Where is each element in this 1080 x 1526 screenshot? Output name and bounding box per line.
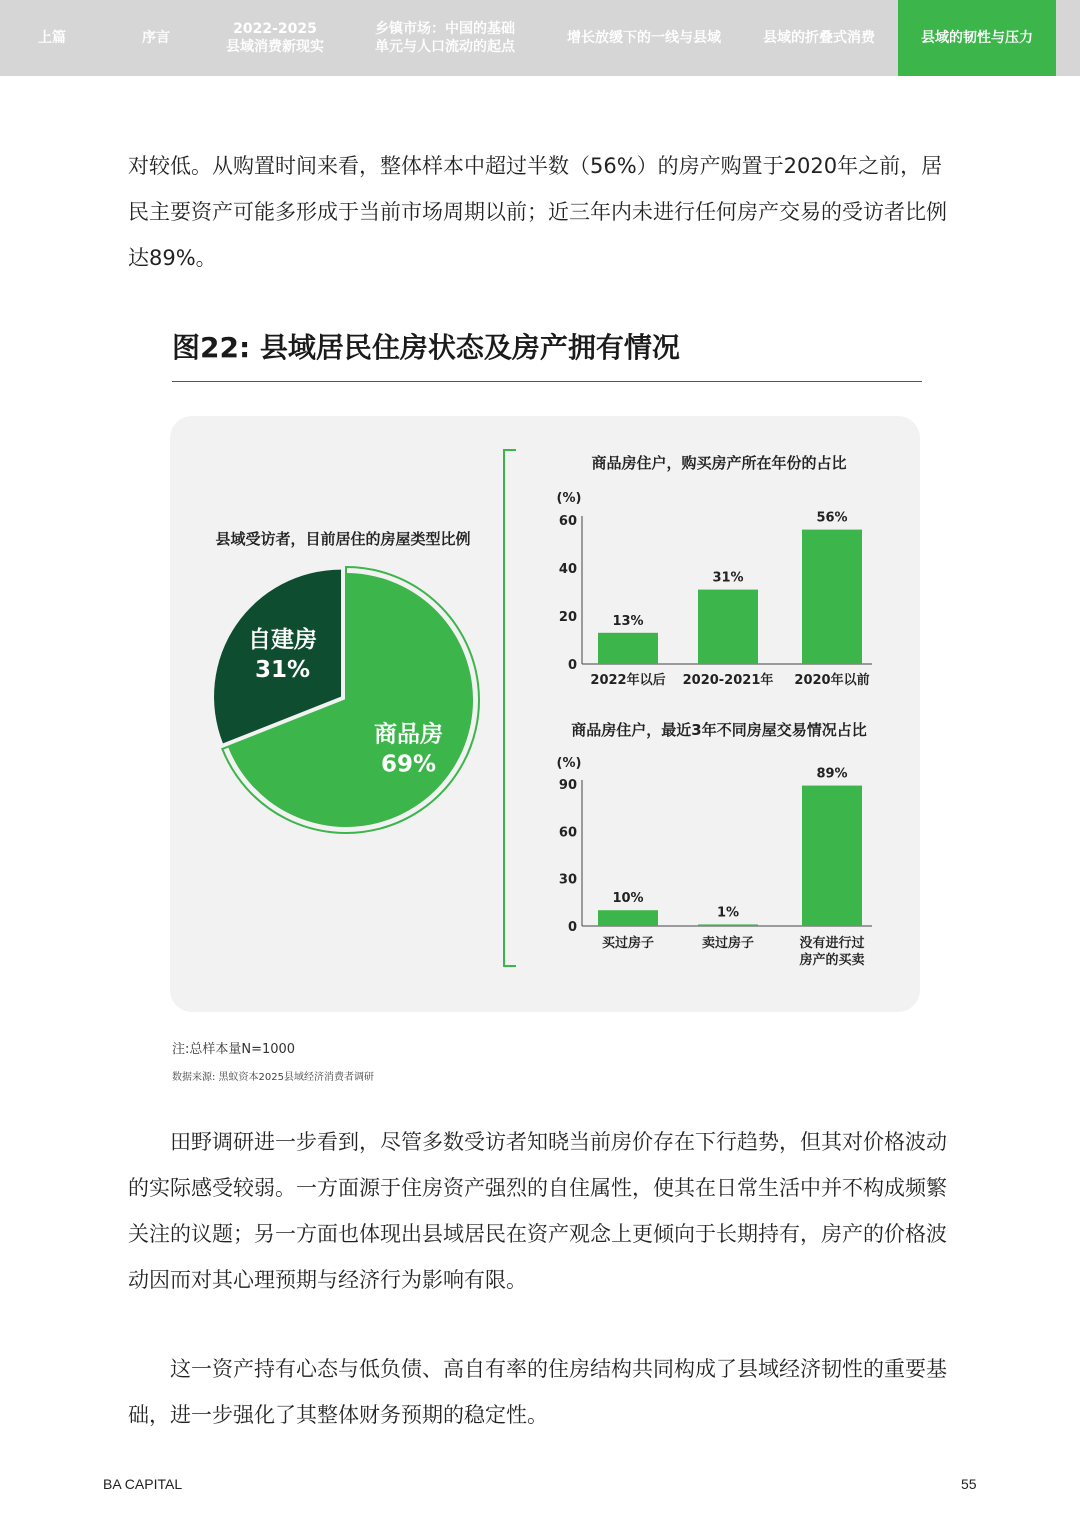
pie-chart-title: 县域受访者，目前居住的房屋类型比例 — [215, 530, 471, 548]
bar-chart-transactions-data-label: 89% — [816, 766, 848, 782]
bar-chart-purchase-year-bar — [698, 590, 758, 664]
bar-chart-transactions-x-tick-label: 卖过房子 — [701, 936, 755, 951]
pie-slice-value-label: 31% — [254, 656, 311, 683]
bar-chart-purchase-year-x-tick-label: 2022年以后 — [590, 673, 666, 688]
bar-chart-transactions-x-tick-label: 没有进行过 — [799, 936, 865, 951]
bar-chart-purchase-year-bar — [802, 530, 862, 664]
body-paragraph: 对较低。从购置时间来看，整体样本中超过半数（56%）的房产购置于2020年之前，居民主要资产可能多形成于当前市场周期以前；近三年内未进行任何房产交易的受访者比例达89%。 — [128, 154, 947, 270]
nav-tab-label: 增长放缓下的一线与县域 — [567, 30, 721, 46]
bar-chart-purchase-year-x-tick-label: 2020年以前 — [794, 673, 870, 688]
bar-chart-purchase-year-data-label: 31% — [712, 570, 744, 586]
pie-slice-label: 商品房 — [374, 721, 444, 748]
nav-tab-label: 乡镇市场：中国的基础 单元与人口流动的起点 — [375, 21, 515, 55]
bar-chart-purchase-year-y-tick-label: 40 — [558, 562, 577, 577]
bar-chart-transactions-x-tick-label: 买过房子 — [601, 936, 655, 951]
bar-chart-purchase-year-bar — [598, 633, 658, 664]
bracket-line — [504, 450, 516, 966]
footer-brand: BA CAPITAL — [103, 1476, 183, 1492]
bar-chart-purchase-year-data-label: 13% — [612, 613, 644, 629]
bar-chart-purchase-year-unit-label: (%) — [556, 491, 582, 506]
pie-slice-label: 自建房 — [248, 626, 318, 653]
bar-chart-transactions-x-tick-label: 房产的买卖 — [799, 953, 865, 968]
nav-tab-label: 县域的韧性与压力 — [921, 30, 1033, 46]
bar-chart-purchase-year-y-tick-label: 0 — [567, 658, 577, 673]
nav-tab-label: 序言 — [142, 30, 170, 46]
pie-slice-value-label: 69% — [380, 751, 437, 778]
bar-chart-transactions-data-label: 10% — [612, 891, 644, 907]
bar-chart-transactions-y-tick-label: 0 — [567, 920, 577, 935]
figure-note: 注:总样本量N=1000 — [172, 1042, 296, 1057]
bar-chart-purchase-year-title: 商品房住户，购买房产所在年份的占比 — [591, 454, 847, 472]
bar-chart-purchase-year-y-tick-label: 60 — [558, 514, 577, 529]
bar-chart-purchase-year-x-tick-label: 2020-2021年 — [682, 673, 774, 688]
bar-chart-transactions-data-label: 1% — [716, 905, 740, 921]
figure-source: 数据来源: 黑蚁资本2025县域经济消费者调研 — [172, 1072, 374, 1083]
nav-tab-label: 2022-2025 县域消费新现实 — [226, 21, 324, 55]
body-paragraph: 这一资产持有心态与低负债、高自有率的住房结构共同构成了县域经济韧性的重要基础，进一步强化了其整体财务预期的稳定性。 — [128, 1357, 947, 1427]
page-number: 55 — [961, 1476, 977, 1492]
nav-tab-label: 县域的折叠式消费 — [763, 30, 875, 46]
bar-chart-purchase-year-data-label: 56% — [816, 510, 848, 526]
bar-chart-transactions-title: 商品房住户，最近3年不同房屋交易情况占比 — [571, 721, 867, 739]
bar-chart-transactions-bar — [698, 924, 758, 926]
bar-chart-purchase-year-y-tick-label: 20 — [558, 610, 577, 625]
bar-chart-transactions-y-tick-label: 90 — [558, 778, 577, 793]
bar-chart-transactions-unit-label: (%) — [556, 756, 582, 771]
bar-chart-transactions-y-tick-label: 30 — [558, 872, 577, 888]
bar-chart-transactions-bar — [802, 786, 862, 926]
bar-chart-transactions-bar — [598, 910, 658, 926]
nav-tab-label: 上篇 — [38, 30, 66, 46]
bar-chart-transactions-y-tick-label: 60 — [558, 825, 577, 841]
body-paragraph: 田野调研进一步看到，尽管多数受访者知晓当前房价存在下行趋势，但其对价格波动的实际感受较弱。一方面源于住房资产强烈的自住属性，使其在日常生活中并不构成频繁关注的议题；另一方面也体现出县域居民在资产观念上更倾向于长期持有，房产的价格波动因而对其心理预期与经济行为影响有限。 — [128, 1130, 947, 1292]
figure-title: 图22: 县域居民住房状态及房产拥有情况 — [172, 331, 680, 364]
